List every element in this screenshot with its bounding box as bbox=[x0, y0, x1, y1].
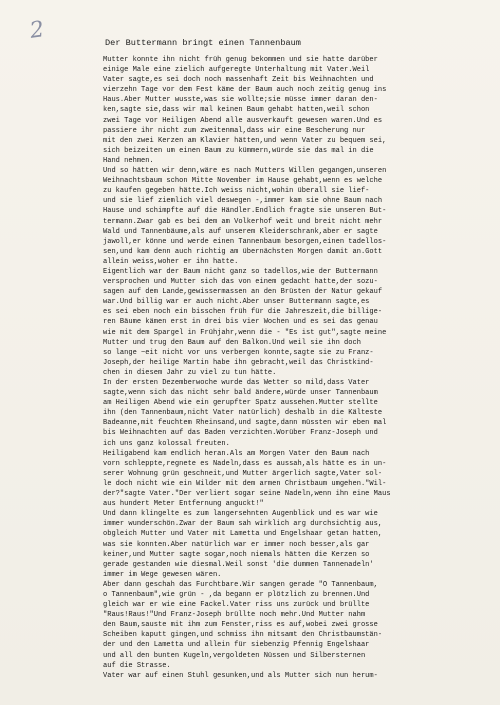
text-line: ihn (den Tannenbaum,nicht Vater natürlich) deshalb in die Kälteste bbox=[103, 409, 383, 418]
text-line: Haus.Aber Mutter wusste,was sie wollte;sie müsse immer daran den- bbox=[103, 96, 378, 105]
text-line: sen,und kam denn auch richtig am übernächsten Morgen damit an.Gott bbox=[103, 247, 383, 256]
text-line: Hause und schimpfte auf die Händler.Endlich fragte sie unseren But- bbox=[103, 207, 387, 216]
text-line: vorn schleppte,regnete es Nadeln,dass es aussah,als hätte es in un- bbox=[103, 459, 387, 468]
text-line: Eigentlich war der Baum nicht ganz so tadellos,wie der Buttermann bbox=[103, 267, 378, 276]
text-line: serer Wohnung grün geschneit,und Mutter ärgerlich sagte,Vater sol- bbox=[103, 469, 383, 478]
text-line: zu kaufen gegeben hätte.Ich weiss nicht,wohin überall sie lief- bbox=[103, 187, 370, 196]
text-line: zwei Tage vor Heiligen Abend alle ausverkauft gewesen waren.Und es bbox=[103, 116, 383, 125]
text-line: le doch nicht wie ein Wilder mit dem armen Christbaum umgehen."Wil- bbox=[103, 479, 387, 488]
text-line: was sie konnten.Aber natürlich war er immer noch besser,als gar bbox=[103, 540, 370, 549]
text-line: Mutter konnte ihn nicht früh genug bekommen und sie hatte darüber bbox=[103, 56, 378, 64]
text-line: Und dann klingelte es zum langersehnten Augenblick und es war wie bbox=[103, 510, 378, 519]
text-line: o Tannenbaum",wie grün - ,da begann er plötzlich zu brennen.Und bbox=[103, 590, 370, 599]
text-line: Hand nehmen. bbox=[103, 156, 154, 165]
text-line: einige Male eine zielich aufgeregte Unterhaltung mit Vater.Weil bbox=[103, 66, 370, 75]
text-line: Vater sagte,es sei doch noch massenhaft Zeit bis Weihnachten und bbox=[103, 76, 374, 85]
text-line: immer wunderschön.Zwar der Baum sah wirklich arg durchsichtig aus, bbox=[103, 520, 383, 529]
text-line: mit den zwei Kerzen am Klavier hätten,und wenn Vater zu bequem sei, bbox=[103, 136, 387, 145]
text-line: ren Bäume kämen erst in drei bis vier Wochen und es sei das genau bbox=[103, 318, 378, 327]
text-line: aus hundert Meter Entfernung anguckt!" bbox=[103, 500, 264, 509]
text-line: der und den Lametta und allein für siebenzig Pfennig Engelshaar bbox=[103, 641, 370, 650]
text-line: gleich war er wie eine Fackel.Vater riss uns zurück und brüllte bbox=[103, 601, 370, 610]
text-line: In der ersten Dezemberwoche wurde das Wetter so mild,dass Vater bbox=[103, 379, 370, 387]
text-line: auf die Strasse. bbox=[103, 661, 171, 670]
text-line: den Baum,sauste mit ihm zum Fenster,riss es auf,wobei zwei grosse bbox=[103, 621, 378, 630]
text-line: Weihnachtsbaum schon Mitte November im Hause gehabt,wenn es welche bbox=[103, 177, 383, 186]
text-line: und sie lief ziemlich viel deswegen -,immer kam sie ohne Baum nach bbox=[103, 197, 383, 206]
text-line: immer im Wege gewesen wären. bbox=[103, 570, 222, 579]
text-line: chen in diesem Jahr zu viel zu tun hätte. bbox=[103, 368, 277, 377]
text-line: gerade gestanden wie diesmal.Weil sonst 'die dummen Tannenadeln' bbox=[103, 560, 374, 569]
text-line: passiere ihr nicht zum zweitenmal,dass wir eine Bescherung nur bbox=[103, 126, 366, 135]
text-line: sagte,wenn sich das nicht sehr bald ändere,würde unser Tannenbaum bbox=[103, 389, 378, 398]
text-line: Scheiben kaputt gingen,und schmiss ihn mitsamt den Christbaumstän- bbox=[103, 631, 383, 640]
text-line: bis Weihnachten auf das Baden verzichten.Worüber Franz-Joseph und bbox=[103, 429, 378, 438]
text-line: war.Und billig war er auch nicht.Aber unser Buttermann sagte,es bbox=[103, 298, 370, 307]
text-line: Mutter und trug den Baum auf den Balkon.Und weil sie ihn doch bbox=[103, 338, 361, 347]
text-line: keiner,und Mutter sagte sogar,noch niemals hätten die Kerzen so bbox=[103, 550, 370, 559]
text-line: Aber dann geschah das Furchtbare.Wir sangen gerade "O Tannenbaum, bbox=[103, 580, 378, 589]
text-line: Joseph,der heilige Martin habe ihn gebracht,weil das Christkind- bbox=[103, 358, 374, 367]
document-body bbox=[103, 55, 498, 681]
text-line: Und so hätten wir denn,wäre es nach Mutters Willen gegangen,unseren bbox=[103, 167, 387, 176]
document-title: Der Buttermann bringt einen Tannenbaum bbox=[105, 38, 301, 48]
text-line: sich beizeiten um einen Baum zu kümmern,würde sie das mal in die bbox=[103, 146, 374, 155]
text-line: sagen auf dem Lande,gewissermassen an den Brüsten der Natur gekauf bbox=[103, 288, 383, 297]
text-line: versprochen und Mutter sich das von einem gedacht hatte,der sozu- bbox=[103, 278, 378, 287]
text-line: am Heiligen Abend wie ein gerupfter Spatz aussehen.Mutter stellte bbox=[103, 399, 378, 408]
text-line: Badeanne,mit feuchtem Rheinsand,und sagte,dann müssten wir eben mal bbox=[103, 419, 387, 428]
text-line: Vater war auf einen Stuhl gesunken,und als Mutter sich nun herum- bbox=[103, 671, 378, 680]
text-line: der?"sagte Vater."Der verliert sogar seine Nadeln,wenn ihn eine Maus bbox=[103, 490, 391, 499]
text-line: Wald und Tannenbäume,als auf unserem Kleiderschrank,aber er sagte bbox=[103, 227, 378, 236]
text-line: allein weiss,woher er ihn hatte. bbox=[103, 257, 239, 266]
text-line: "Raus!Raus!"Und Franz-Joseph brüllte noch mehr.Und Mutter nahm bbox=[103, 611, 366, 620]
text-line: termann.Zwar gab es bei dem am Volkerhof weit und breit nicht mehr bbox=[103, 217, 383, 226]
text-line: wie mit dem Spargel in Frühjahr,wenn die - "Es ist gut",sagte meine bbox=[103, 328, 387, 337]
text-line: Heiligabend kam endlich heran.Als am Morgen Vater den Baum nach bbox=[103, 449, 370, 458]
text-line: ich uns ganz kolossal freuten. bbox=[103, 439, 230, 448]
text-line: obgleich Mutter und Vater mit Lametta und Engelshaar getan hatten, bbox=[103, 530, 383, 539]
text-line: ken,sagte sie,dass wir mal keinen Baum gehabt hatten,weil schon bbox=[103, 106, 370, 115]
page-number: 2 bbox=[28, 17, 46, 44]
text-line: so lange ~eit nicht vor uns verbergen konnte,sagte sie zu Franz- bbox=[103, 348, 374, 357]
text-line: und all den bunten Kugeln,vergoldeten Nüssen und Silbersternen bbox=[103, 651, 366, 660]
text-line: es sei eben noch ein bisschen früh für die Jahreszeit,die billige- bbox=[103, 308, 383, 317]
text-line: jawoll,er könne und werde einen Tannenbaum besorgen,einen tadellos- bbox=[103, 237, 387, 246]
text-line: vierzehn Tage vor dem Fest käme der Baum auch noch zeitig genug ins bbox=[103, 86, 387, 95]
